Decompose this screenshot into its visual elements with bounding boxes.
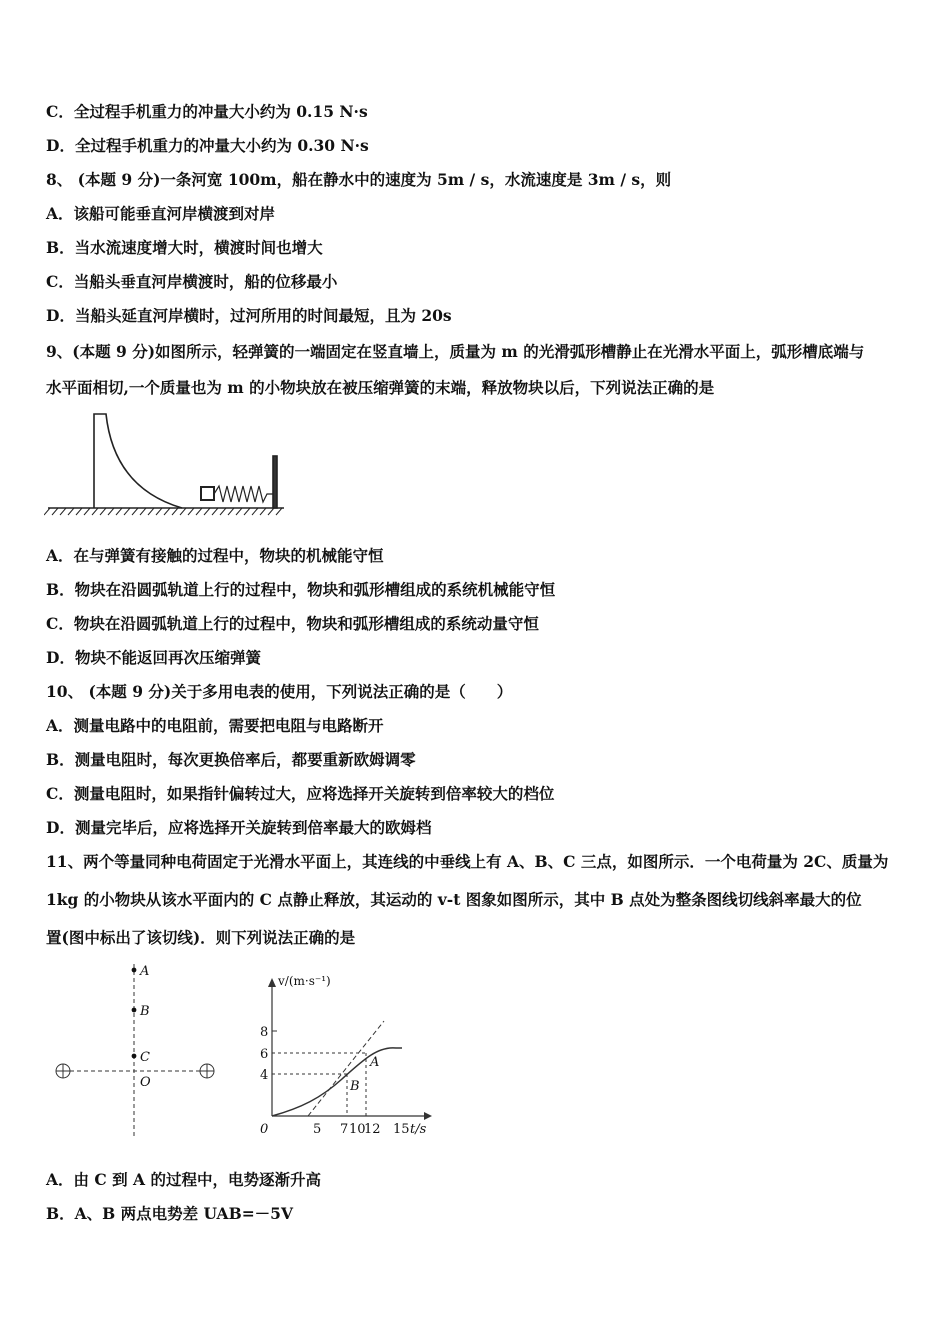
q8-stem: 8、 (本题 9 分)一条河宽 100m，船在静水中的速度为 5m / s，水流速度是 3m / s，则	[46, 170, 672, 189]
x-tick-10: 10	[349, 1122, 366, 1137]
wall	[273, 456, 277, 508]
q9-option-c: C．物块在沿圆弧轨道上行的过程中，物块和弧形槽组成的系统动量守恒	[46, 614, 539, 633]
curve-point-a: A	[370, 1055, 380, 1070]
x-tick-12: 12	[364, 1122, 381, 1137]
q9-option-d: D．物块不能返回再次压缩弹簧	[46, 648, 261, 667]
label-b: B	[140, 1004, 150, 1019]
point-c	[132, 1054, 137, 1059]
arc-groove	[94, 414, 182, 508]
label-c: C	[140, 1050, 150, 1065]
origin-label: 0	[260, 1122, 269, 1137]
q11-option-a: A．由 C 到 A 的过程中，电势逐渐升高	[46, 1170, 321, 1189]
q7-option-d: D．全过程手机重力的冲量大小约为 0.30 N·s	[46, 136, 369, 155]
q10-option-d: D．测量完毕后，应将选择开关旋转到倍率最大的欧姆档	[46, 818, 432, 837]
q8-option-b: B．当水流速度增大时，横渡时间也增大	[46, 238, 323, 257]
x-tick-7: 7	[340, 1122, 349, 1137]
x-tick-15: 15	[393, 1122, 410, 1137]
q9-option-b: B．物块在沿圆弧轨道上行的过程中，物块和弧形槽组成的系统机械能守恒	[46, 580, 556, 599]
q10-option-c: C．测量电阻时，如果指针偏转过大，应将选择开关旋转到倍率较大的档位	[46, 784, 555, 803]
y-tick-6: 6	[260, 1047, 269, 1062]
q10-stem: 10、 (本题 9 分)关于多用电表的使用，下列说法正确的是（ ）	[46, 682, 513, 701]
block	[201, 487, 214, 500]
q11-vt-graph	[256, 966, 442, 1138]
q8-option-d: D．当船头延直河岸横时，过河所用的时间最短，且为 20s	[46, 306, 452, 325]
y-axis-label: v/(m·s⁻¹)	[278, 974, 331, 988]
label-a: A	[140, 964, 150, 979]
point-a	[132, 968, 137, 973]
q8-option-c: C．当船头垂直河岸横渡时，船的位移最小	[46, 272, 338, 291]
q11-stem-line2: 1kg 的小物块从该水平面内的 C 点静止释放，其运动的 v-t 图象如图所示，其中 B 点处为整条图线切线斜率最大的位	[46, 890, 862, 909]
x-tick-5: 5	[313, 1122, 322, 1137]
q11-option-b: B．A、B 两点电势差 UAB=－5V	[46, 1204, 293, 1223]
q10-option-b: B．测量电阻时，每次更换倍率后，都要重新欧姆调零	[46, 750, 416, 769]
x-axis-label: t/s	[410, 1122, 427, 1137]
q11-stem-line3: 置(图中标出了该切线)．则下列说法正确的是	[46, 928, 356, 947]
point-b	[132, 1008, 137, 1013]
q9-stem-line2: 水平面相切,一个质量也为 m 的小物块放在被压缩弹簧的末端，释放物块以后，下列说法正确的是	[46, 378, 715, 397]
vt-curve	[272, 1048, 402, 1116]
y-tick-4: 4	[260, 1068, 269, 1083]
q9-stem-line1: 9、(本题 9 分)如图所示，轻弹簧的一端固定在竖直墙上，质量为 m 的光滑弧形槽静止在光滑水平面上，弧形槽底端与	[46, 342, 865, 361]
q8-option-a: A．该船可能垂直河岸横渡到对岸	[46, 204, 276, 223]
ground-hatching	[44, 508, 282, 515]
curve-point-b: B	[350, 1079, 360, 1094]
q9-figure	[44, 408, 294, 520]
q10-option-a: A．测量电路中的电阻前，需要把电阻与电路断开	[46, 716, 384, 735]
spring	[214, 486, 273, 502]
q11-charges-figure	[52, 960, 222, 1140]
label-o: O	[140, 1075, 151, 1090]
q11-stem-line1: 11、两个等量同种电荷固定于光滑水平面上，其连线的中垂线上有 A、B、C 三点，如图所示．一个电荷量为 2C、质量为	[46, 852, 889, 871]
y-tick-8: 8	[260, 1025, 269, 1040]
q9-option-a: A．在与弹簧有接触的过程中，物块的机械能守恒	[46, 546, 384, 565]
q7-option-c: C．全过程手机重力的冲量大小约为 0.15 N·s	[46, 102, 368, 121]
